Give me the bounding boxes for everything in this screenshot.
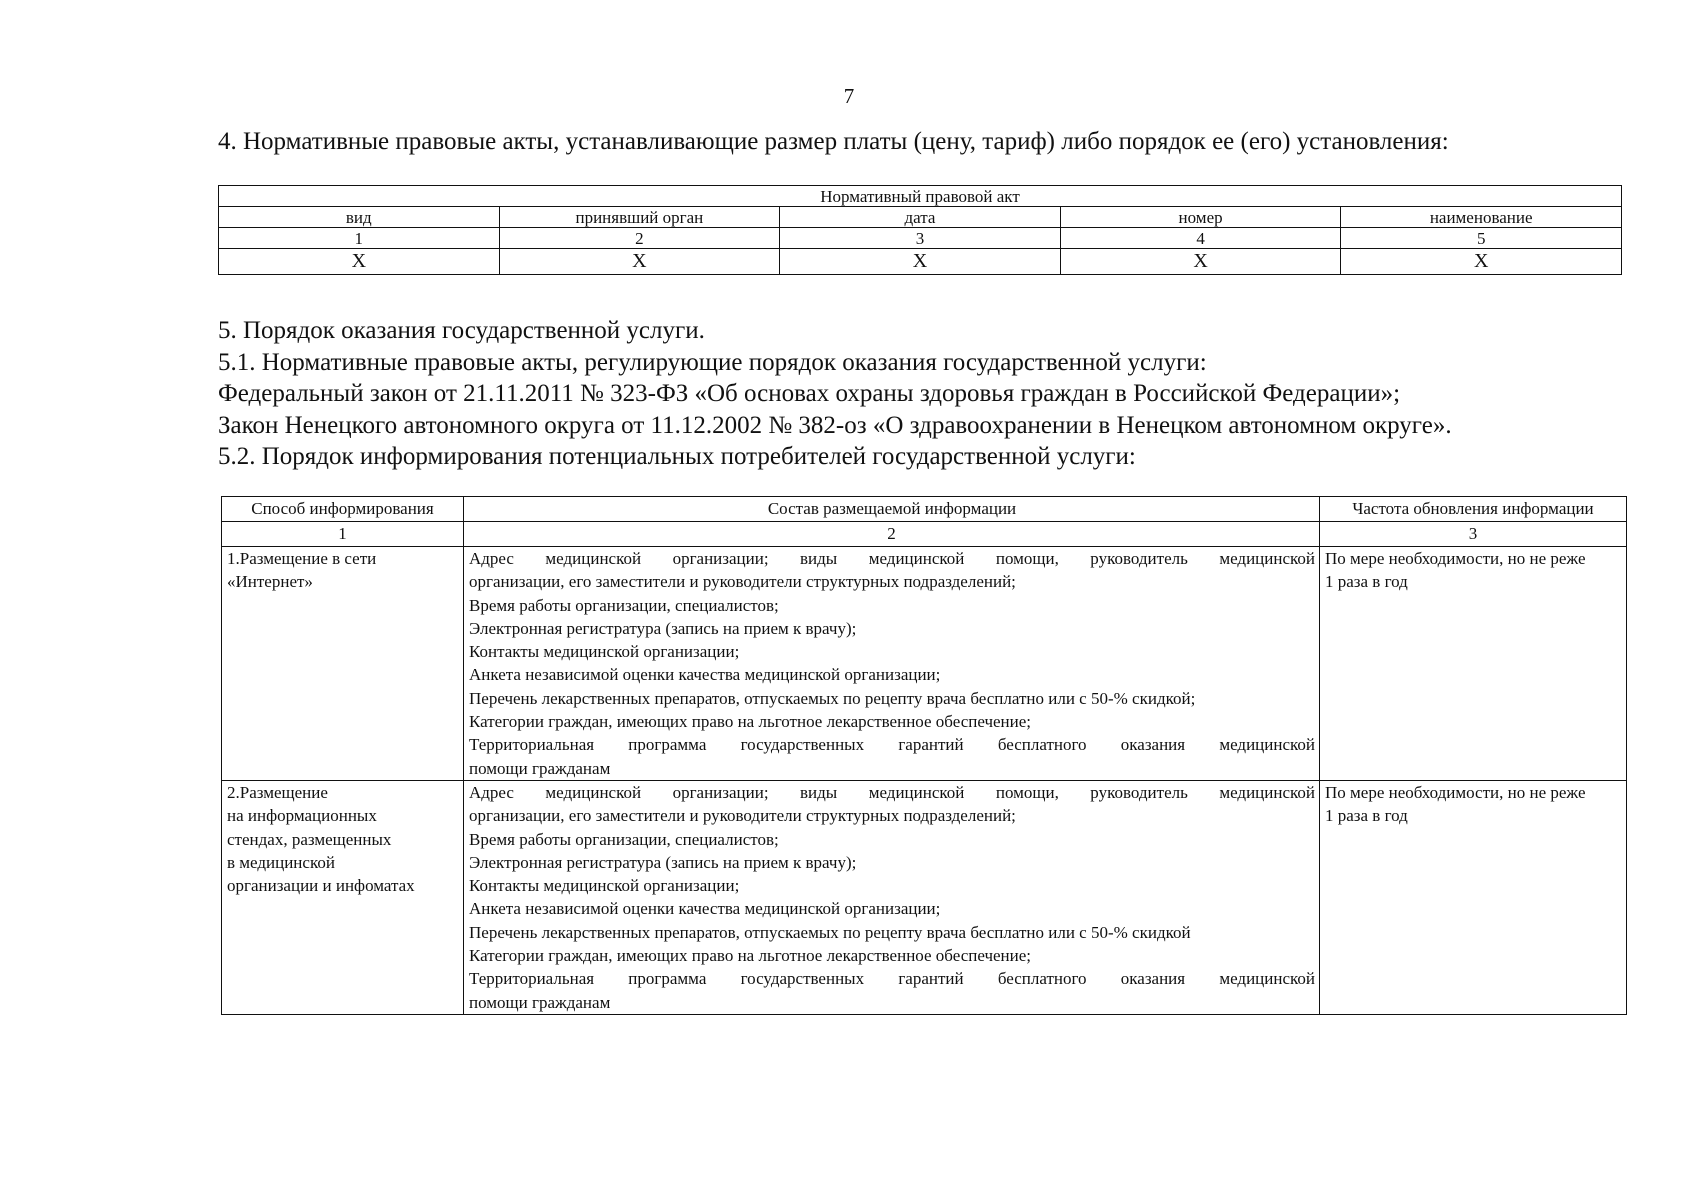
column-number: 3	[1320, 522, 1627, 547]
page-number: 7	[843, 84, 855, 108]
npa-value-cell: X	[1060, 249, 1341, 275]
column-header-frequency: Частота обновления информации	[1320, 497, 1627, 522]
npa-column-header: вид	[219, 207, 500, 228]
method-cell: 1.Размещение в сети «Интернет»	[222, 547, 464, 781]
informing-table	[221, 496, 1627, 1015]
npa-table-title: Нормативный правовой акт	[219, 186, 1622, 207]
federal-law-reference: Федеральный закон от 21.11.2011 № 323-ФЗ «Об основах охраны здоровья граждан в Российской Федерации»;	[218, 380, 1401, 407]
npa-column-number: 1	[219, 228, 500, 249]
npa-column-header: принявший орган	[499, 207, 780, 228]
column-number: 2	[464, 522, 1320, 547]
npa-column-number: 4	[1060, 228, 1341, 249]
npa-column-header: дата	[780, 207, 1061, 228]
column-header-method: Способ информирования	[222, 497, 464, 522]
section5-block	[218, 315, 1452, 473]
frequency-cell: По мере необходимости, но не реже 1 раза в год	[1320, 547, 1627, 781]
content-cell: Адрес медицинской организации; виды медицинской помощи, руководитель медицинской организации, его заместители и руководители структурных подразделений; Время работы организации, специалистов; Электронная регистратура (запись на прием к врачу); Контакты медицинской организации; Анкета независимой оценки качества медицинской организации; Перечень лекарственных препаратов, отпускаемых по рецепту врача бесплатно или с 50-% скидкой; Категории граждан, имеющих право на льготное лекарственное обеспечение; Территориальная программа государственных гарантий бесплатного оказания медицинской помощи гражданам	[464, 547, 1320, 781]
frequency-cell: По мере необходимости, но не реже 1 раза в год	[1320, 780, 1627, 1014]
section5-2-heading: 5.2. Порядок информирования потенциальных потребителей государственной услуги:	[218, 443, 1136, 470]
section4-heading: 4. Нормативные правовые акты, устанавливающие размер платы (цену, тариф) либо порядок ее (его) установления:	[218, 128, 1449, 155]
npa-value-cell: X	[780, 249, 1061, 275]
npa-column-number: 3	[780, 228, 1061, 249]
table-row	[222, 780, 1627, 1014]
npa-value-cell: X	[1341, 249, 1622, 275]
column-header-content: Состав размещаемой информации	[464, 497, 1320, 522]
npa-column-number: 2	[499, 228, 780, 249]
npa-column-header: наименование	[1341, 207, 1622, 228]
npa-value-cell: X	[499, 249, 780, 275]
npa-column-header: номер	[1060, 207, 1341, 228]
column-number: 1	[222, 522, 464, 547]
npa-value-cell: X	[219, 249, 500, 275]
section5-title: 5. Порядок оказания государственной услуги.	[218, 317, 705, 344]
table-row	[222, 547, 1627, 781]
npa-column-number: 5	[1341, 228, 1622, 249]
content-cell: Адрес медицинской организации; виды медицинской помощи, руководитель медицинской организации, его заместители и руководители структурных подразделений; Время работы организации, специалистов; Электронная регистратура (запись на прием к врачу); Контакты медицинской организации; Анкета независимой оценки качества медицинской организации; Перечень лекарственных препаратов, отпускаемых по рецепту врача бесплатно или с 50-% скидкой Категории граждан, имеющих право на льготное лекарственное обеспечение; Территориальная программа государственных гарантий бесплатного оказания медицинской помощи гражданам	[464, 780, 1320, 1014]
method-cell: 2.Размещение на информационных стендах, размещенных в медицинской организации и инфоматах	[222, 780, 464, 1014]
regional-law-reference: Закон Ненецкого автономного округа от 11.12.2002 № 382-оз «О здравоохранении в Ненецком автономном округе».	[218, 411, 1452, 439]
section5-1-heading: 5.1. Нормативные правовые акты, регулирующие порядок оказания государственной услуги:	[218, 348, 1207, 376]
npa-table	[218, 185, 1622, 275]
